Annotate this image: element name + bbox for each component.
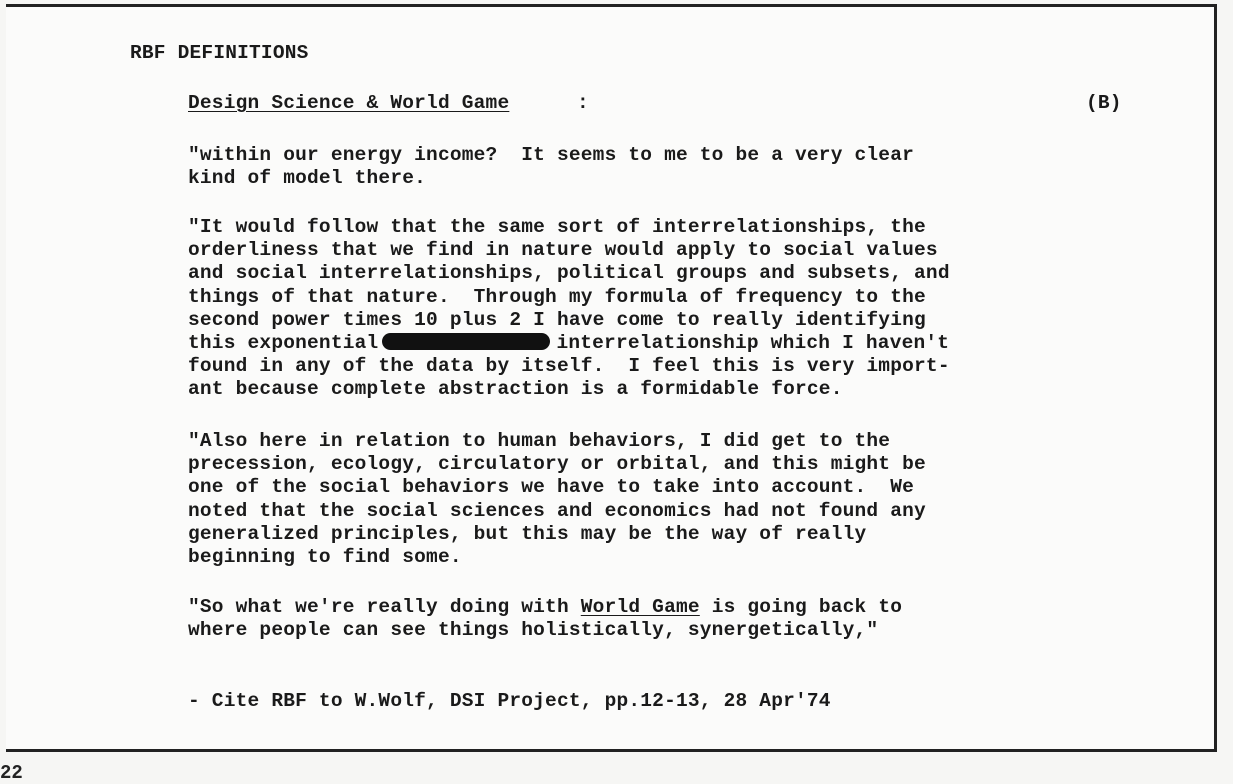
page-number: 22 [0,762,23,784]
paragraph-1: "within our energy income? It seems to me to be a very clear kind of model there. [188,144,915,190]
page-header: RBF DEFINITIONS [130,42,309,64]
redaction-mark [382,333,550,350]
section-label: (B) [1086,92,1122,114]
world-game-term: World Game [580,596,700,618]
paragraph-3: "Also here in relation to human behaviors, I did get to the precession, ecology, circulatory or orbital, and this might be one of the social behaviors we have to take into account. We noted that the social sciences and economics had not found any generalized principles, but this may be the way of really beginning to find some. [188,430,926,569]
paragraph-4: "So what we're really doing with World Game is going back to where people can see things holistically, synergetically," [188,596,903,642]
section-title-colon: : [577,92,589,114]
citation: - Cite RBF to W.Wolf, DSI Project, pp.12-13, 28 Apr'74 [188,690,831,712]
paragraph-2: "It would follow that the same sort of interrelationships, the orderliness that we find in nature would apply to social values and social interrelationships, political groups and subsets, and things of that nature. Through my formula of frequency to the second power times 10 plus 2 I have come to really identifying this exponential interrelationship which I haven't found in any of the data by itself. I feel this is very import- ant because complete abstraction is a formidable force. [188,216,950,401]
section-title: Design Science & World Game [188,92,510,114]
